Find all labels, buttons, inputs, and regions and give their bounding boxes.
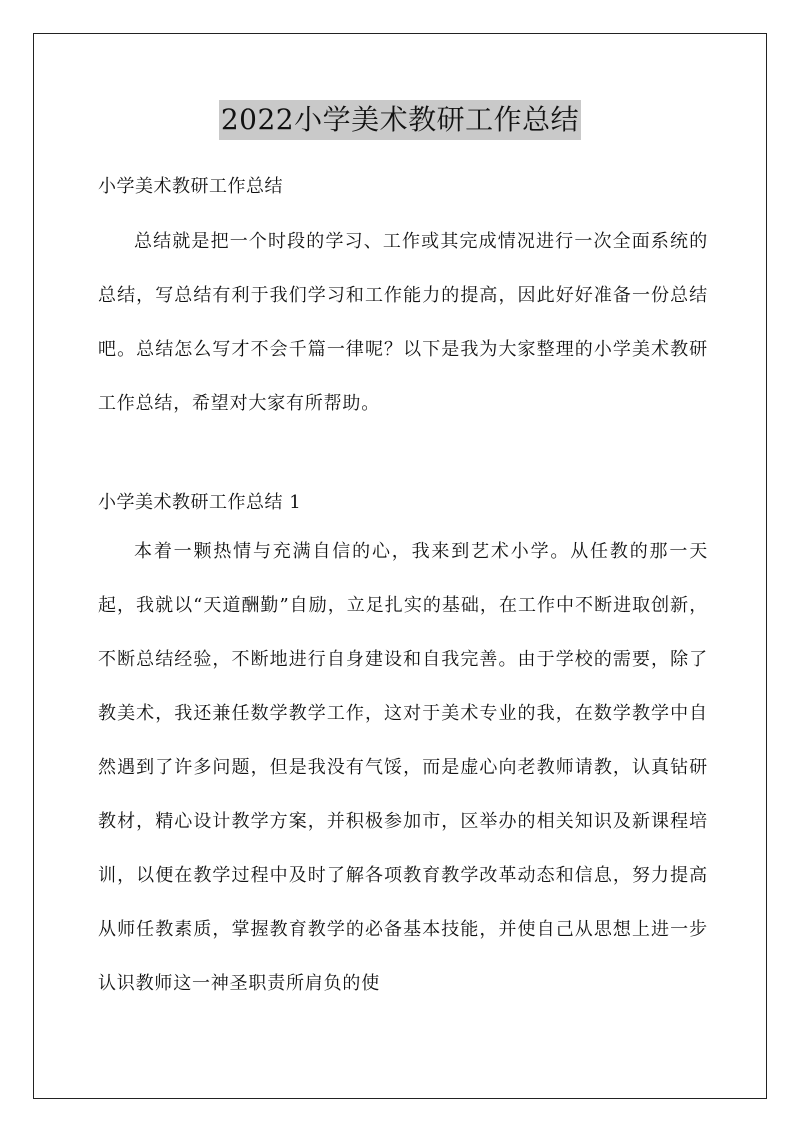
title-container bbox=[0, 100, 800, 140]
section-heading-1: 小学美术教研工作总结 1 bbox=[98, 492, 302, 513]
body-paragraph: 本着一颗热情与充满自信的心，我来到艺术小学。从任教的那一天起，我就以“天道酬勤”自励，立足扎实的基础，在工作中不断进取创新，不断总结经验，不断地进行自身建设和自我完善。由于学校的需要，除了教美术，我还兼任数学教学工作，这对于美术专业的我，在数学教学中自然遇到了许多问题，但是我没有气馁，而是虚心向老教师请教，认真钻研教材，精心设计教学方案，并积极参加市，区举办的相关知识及新课程培训，以便在教学过程中及时了解各项教育教学改革动态和信息，努力提高从师任教素质，掌握教育教学的必备基本技能，并使自己从思想上进一步认识教师这一神圣职责所肩负的使 bbox=[98, 541, 708, 994]
section-heading-intro: 小学美术教研工作总结 bbox=[98, 176, 283, 197]
document-title: 2022小学美术教研工作总结 bbox=[219, 100, 581, 140]
intro-paragraph: 总结就是把一个时段的学习、工作或其完成情况进行一次全面系统的总结，写总结有利于我们学习和工作能力的提高，因此好好准备一份总结吧。总结怎么写才不会千篇一律呢？以下是我为大家整理的小学美术教研工作总结，希望对大家有所帮助。 bbox=[98, 231, 708, 414]
